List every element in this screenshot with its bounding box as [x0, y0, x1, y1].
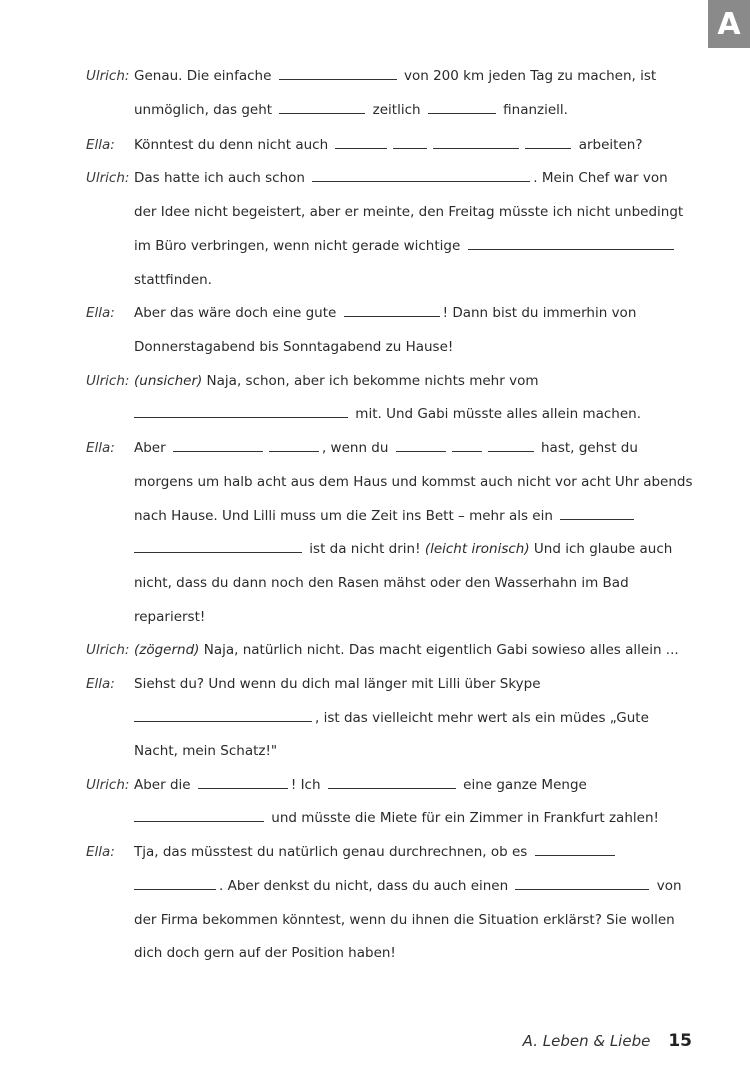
blank-field	[396, 438, 446, 452]
speaker-label: Ulrich:	[86, 642, 130, 658]
stage-direction: (zögernd)	[134, 642, 200, 658]
dialogue-line	[0, 943, 750, 977]
blank-field	[515, 876, 649, 890]
blank-field	[134, 808, 264, 822]
blank-field	[173, 438, 263, 452]
line-text: und müsste die Miete für ein Zimmer in Frankfurt zahlen!	[271, 810, 659, 826]
line-text: , ist das vielleicht mehr wert als ein müdes „Gute	[315, 710, 649, 726]
line-text: eine ganze Menge	[463, 777, 587, 793]
blank-field	[134, 404, 348, 418]
line-text: arbeiten?	[578, 137, 643, 153]
blank-field	[279, 66, 397, 80]
speaker-label: Ulrich:	[86, 170, 130, 186]
dialogue-line	[0, 100, 750, 134]
line-text: Siehst du? Und wenn du dich mal länger mit Lilli über Skype	[134, 676, 541, 692]
blank-field	[134, 708, 312, 722]
stage-direction: (unsicher)	[134, 373, 203, 389]
line-text: reparierst!	[134, 609, 206, 625]
blank-field	[134, 539, 302, 553]
stage-direction: (leicht ironisch)	[424, 541, 530, 557]
blank-field	[525, 135, 571, 149]
line-text: ! Ich	[290, 777, 325, 793]
dialogue-line	[0, 303, 750, 337]
dialogue-line	[0, 741, 750, 775]
section-tab: A	[708, 0, 750, 48]
line-text: ! Dann bist du immerhin von	[442, 305, 637, 321]
line-text: zeitlich	[368, 102, 425, 118]
dialogue-line	[0, 674, 750, 708]
line-text: dich doch gern auf der Position haben!	[134, 945, 396, 961]
line-text: der Idee nicht begeistert, aber er meinte, den Freitag müsste ich nicht unbedingt	[134, 204, 684, 220]
line-text: Naja, schon, aber ich bekomme nichts mehr vom	[202, 373, 539, 389]
blank-field	[428, 100, 496, 114]
blank-field	[269, 438, 319, 452]
dialogue-line	[0, 607, 750, 641]
line-text: Könntest du denn nicht auch	[134, 137, 333, 153]
line-text: Nacht, mein Schatz!"	[134, 743, 278, 759]
speaker-label: Ella:	[86, 440, 115, 456]
line-text: finanziell.	[498, 102, 568, 118]
line-text: . Mein Chef war von	[533, 170, 668, 186]
chapter-title: A. Leben & Liebe	[522, 1032, 651, 1050]
dialogue-line	[0, 371, 750, 405]
speaker-label: Ella:	[86, 305, 115, 321]
dialogue-line	[0, 472, 750, 506]
dialogue-line	[0, 708, 750, 742]
line-text: Aber die	[134, 777, 195, 793]
line-text: von	[656, 878, 682, 894]
dialogue-line	[0, 404, 750, 438]
page-footer	[523, 1031, 692, 1051]
speaker-label: Ulrich:	[86, 777, 130, 793]
dialogue-line	[0, 202, 750, 236]
line-text: nach Hause. Und Lilli muss um die Zeit ins Bett – mehr als ein	[134, 508, 558, 524]
blank-field	[198, 775, 288, 789]
blank-field	[452, 438, 482, 452]
line-text: nicht, dass du dann noch den Rasen mähst oder den Wasserhahn im Bad	[134, 575, 629, 591]
line-text: Tja, das müsstest du natürlich genau durchrechnen, ob es	[134, 844, 532, 860]
dialogue-line	[0, 168, 750, 202]
dialogue-line	[0, 337, 750, 371]
line-text: mit. Und Gabi müsste alles allein machen.	[355, 406, 642, 422]
dialogue-line	[0, 270, 750, 304]
dialogue-line	[0, 236, 750, 270]
line-text: . Aber denkst du nicht, dass du auch einen	[219, 878, 513, 894]
dialogue-line	[0, 506, 750, 540]
line-text: Das hatte ich auch schon	[134, 170, 310, 186]
dialogue-line	[0, 876, 750, 910]
dialogue-line	[0, 438, 750, 472]
blank-field	[560, 506, 634, 520]
line-text: Aber	[134, 440, 170, 456]
blank-field	[134, 876, 216, 890]
dialogue-line	[0, 775, 750, 809]
blank-field	[328, 775, 456, 789]
blank-field	[279, 100, 365, 114]
dialogue-line	[0, 808, 750, 842]
blank-field	[535, 842, 615, 856]
blank-field	[335, 135, 387, 149]
line-text: Genau. Die einfache	[134, 68, 276, 84]
dialogue-line	[0, 910, 750, 944]
dialogue-line	[0, 66, 750, 100]
speaker-label: Ella:	[86, 676, 115, 692]
blank-field	[468, 236, 674, 250]
line-text: ist da nicht drin!	[309, 541, 425, 557]
blank-field	[312, 168, 530, 182]
line-text: der Firma bekommen könntest, wenn du ihnen die Situation erklärst? Sie wollen	[134, 912, 675, 928]
line-text: von 200 km jeden Tag zu machen, ist	[404, 68, 657, 84]
speaker-label: Ulrich:	[86, 373, 130, 389]
speaker-label: Ella:	[86, 844, 115, 860]
blank-field	[488, 438, 534, 452]
line-text: Naja, natürlich nicht. Das macht eigentlich Gabi sowieso alles allein ...	[199, 642, 679, 658]
line-text: morgens um halb acht aus dem Haus und kommst auch nicht vor acht Uhr abends	[134, 474, 693, 490]
blank-field	[393, 135, 427, 149]
speaker-label: Ella:	[86, 137, 115, 153]
dialogue-line	[0, 640, 750, 674]
blank-field	[344, 303, 440, 317]
line-text: Donnerstagabend bis Sonntagabend zu Hause!	[134, 339, 454, 355]
page-number: 15	[668, 1031, 692, 1051]
line-text: unmöglich, das geht	[134, 102, 277, 118]
line-text: Aber das wäre doch eine gute	[134, 305, 341, 321]
line-text: hast, gehst du	[541, 440, 638, 456]
dialogue-line	[0, 539, 750, 573]
line-text: Und ich glaube auch	[529, 541, 673, 557]
line-text: , wenn du	[321, 440, 393, 456]
line-text: im Büro verbringen, wenn nicht gerade wichtige	[134, 238, 465, 254]
speaker-label: Ulrich:	[86, 68, 130, 84]
blank-field	[433, 135, 519, 149]
dialogue-line	[0, 573, 750, 607]
line-text: stattfinden.	[134, 272, 212, 288]
dialogue-line	[0, 842, 750, 876]
dialogue-line	[0, 135, 750, 169]
